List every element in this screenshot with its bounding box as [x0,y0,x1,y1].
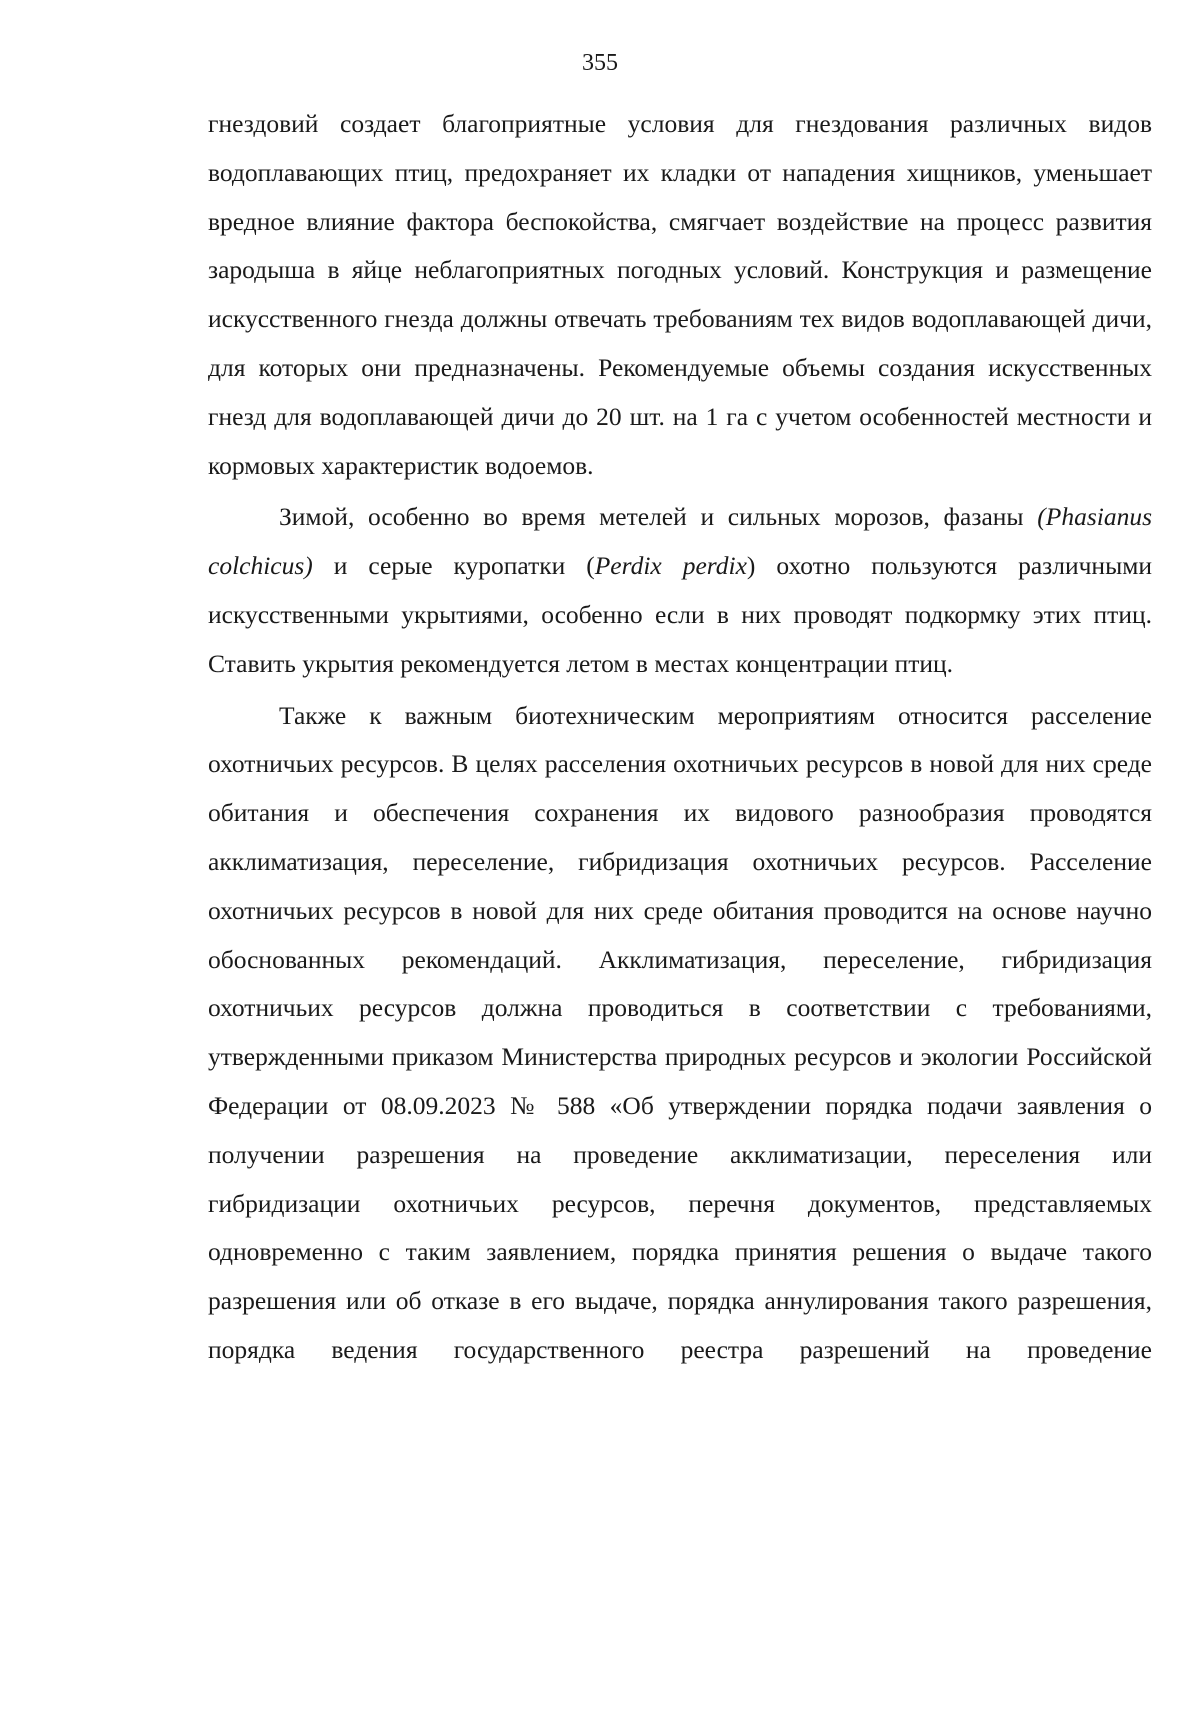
species-pheasant-latin: (Phasianus colchicus) [208,502,1152,581]
species-partridge-latin: Perdix perdix [594,551,747,581]
winter-text-mid: и серые куропатки ( [312,551,595,581]
paragraph-resettlement: Также к важным биотехническим мероприятиям относится расселение охотничьих ресурсов. В целях расселения охотничьих ресурсов в новой для них среде обитания и обеспечения сохранения их видового разнообразия проводятся акклиматизация, переселение, гибридизация охотничьих ресурсов. Расселение охотничьих ресурсов в новой для них среде обитания проводится на основе научно обоснованных рекомендаций. Акклиматизация, переселение, гибридизация охотничьих ресурсов должна проводиться в соответствии с требованиями, утвержденными приказом Министерства природных ресурсов и экологии Российской Федерации от 08.09.2023 № 588 «Об утверждении порядка подачи заявления о получении разрешения на проведение акклиматизации, переселения или гибридизации охотничьих ресурсов, перечня документов, представляемых одновременно с таким заявлением, порядка принятия решения о выдаче такого разрешения или об отказе в его выдаче, порядка аннулирования такого разрешения, порядка ведения государственного реестра разрешений на проведение [208,700,1152,1364]
paragraph-winter-shelters [208,493,1152,688]
paragraph-nest-construction: гнездовий создает благоприятные условия для гнездования различных видов водоплавающих птиц, предохраняет их кладки от нападения хищников, уменьшает вредное влияние фактора беспокойства, смягчает воздействие на процесс развития зародыша в яйце неблагоприятных погодных условий. Конструкция и размещение искусственного гнезда должны отвечать требованиям тех видов водоплавающей дичи, для которых они предназначены. Рекомендуемые объемы создания искусственных гнезд для водоплавающей дичи до 20 шт. на 1 га с учетом особенностей местности и кормовых характеристик водоемов. [208,109,1152,480]
page-number: 355 [582,50,618,76]
winter-text-end: ) охотно пользуются различными искусственными укрытиями, особенно если в них проводят подкормку этих птиц. Ставить укрытия рекомендуется летом в местах концентрации птиц. [208,551,1152,678]
body-text [208,100,1152,1375]
winter-text-start: Зимой, особенно во время метелей и сильных морозов, фазаны [279,502,1038,532]
